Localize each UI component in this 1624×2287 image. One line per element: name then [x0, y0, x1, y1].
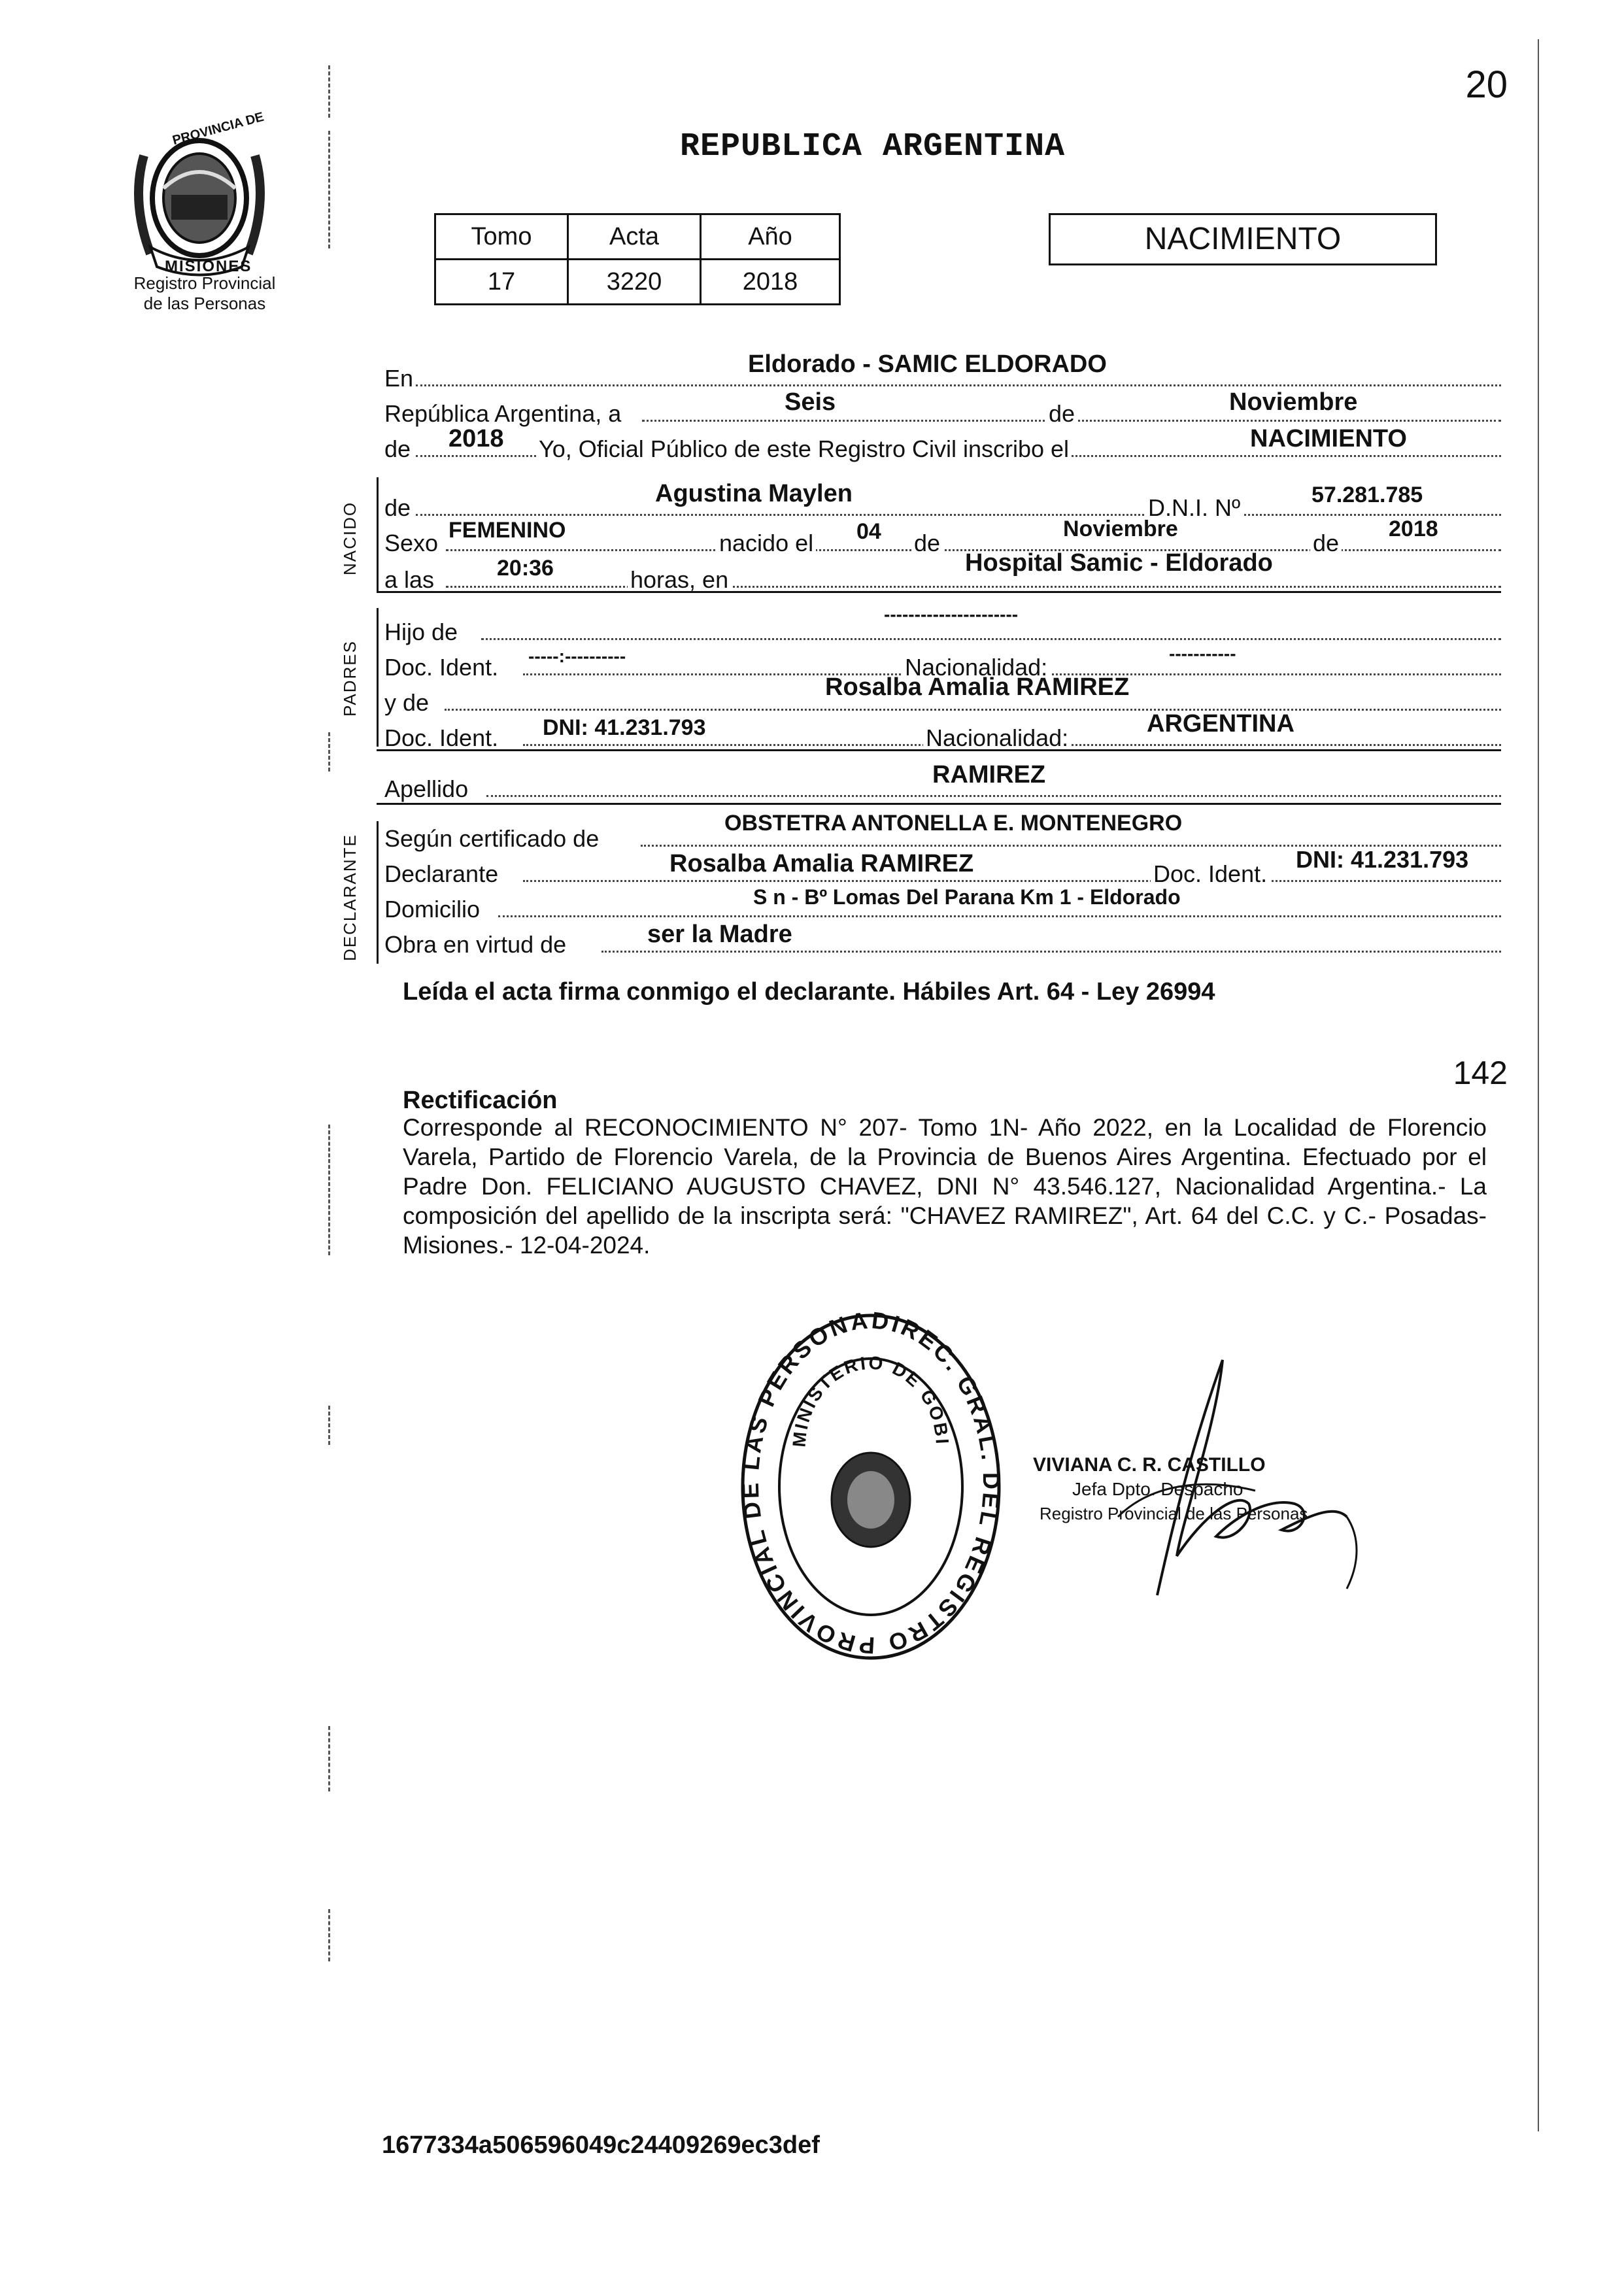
margin-dash [328, 1406, 330, 1445]
margin-dash [328, 732, 330, 771]
right-margin-line [1538, 39, 1539, 2131]
declarante-nombre-value: Rosalba Amalia RAMIREZ [669, 850, 974, 877]
table-cell: 3220 [568, 260, 701, 305]
certificado-label: Según certificado de [384, 825, 600, 852]
padre-doc-value: -----:---------- [528, 646, 626, 666]
nacido-el-label: nacido el [717, 530, 816, 557]
nacido-section-label: NACIDO [340, 501, 360, 575]
dotted-line [486, 792, 1501, 797]
hora-value: 20:36 [497, 556, 554, 581]
dotted-line [416, 511, 1501, 516]
de-label: de [384, 435, 411, 462]
tomo-acta-anio-table [434, 213, 841, 305]
handwritten-signature [1020, 1321, 1386, 1602]
section-bar [377, 608, 379, 747]
nacionalidad-label: Nacionalidad: [902, 654, 1050, 681]
en-label: En [384, 365, 414, 392]
dia-value: Seis [785, 388, 836, 416]
table-header-cell: Año [701, 214, 840, 260]
oficial-text: Yo, Oficial Público de este Registro Civil inscribo el [536, 435, 1072, 463]
tipo-value: NACIMIENTO [1250, 425, 1407, 452]
margin-dash [328, 65, 330, 118]
obra-value: ser la Madre [647, 921, 792, 948]
republica-label: República Argentina, a [384, 400, 622, 427]
section-divider [377, 591, 1501, 593]
anio-value: 2018 [448, 425, 504, 452]
margin-dash [328, 131, 330, 248]
signature-name: VIVIANA C. R. CASTILLO [1033, 1454, 1266, 1476]
declarante-label: Declarante [384, 860, 499, 887]
dotted-line [416, 382, 1501, 386]
page-number: 20 [1465, 63, 1508, 106]
apellido-value: RAMIREZ [932, 761, 1046, 788]
dotted-line [481, 635, 1501, 640]
section-divider [377, 749, 1501, 751]
act-type-box: NACIMIENTO [1049, 213, 1437, 265]
declarante-doc-label: Doc. Ident. [1151, 860, 1270, 888]
table-cell: 17 [435, 260, 568, 305]
nacido-mes-value: Noviembre [1063, 517, 1178, 541]
document-hash: 1677334a506596049c24409269ec3def [382, 2131, 820, 2159]
margin-dash [328, 1125, 330, 1255]
madre-nacionalidad-value: ARGENTINA [1147, 710, 1294, 737]
dotted-line [445, 706, 1501, 711]
a-las-label: a las [384, 566, 435, 593]
logo-caption [116, 273, 293, 314]
stamp-outer-text: DIREC. GRAL. DEL REGISTRO PROVINCIAL DE LAS PERSONA [736, 1306, 1005, 1659]
padres-section-label: PADRES [340, 640, 360, 717]
declarante-section-label: DECLARANTE [340, 834, 360, 961]
stamp-inner-text: MINISTERIO DE GOBI [788, 1352, 953, 1448]
doc-ident-label-2: Doc. Ident. [384, 724, 499, 751]
doc-ident-label: Doc. Ident. [384, 654, 499, 681]
section-bar [377, 821, 379, 964]
nacido-de-label-2: de [911, 530, 943, 557]
signature-office: Registro Provincial de las Personas [1040, 1504, 1308, 1523]
signature-role: Jefa Dpto. Despacho [1072, 1479, 1243, 1499]
nacido-nombre-value: Agustina Maylen [655, 480, 853, 507]
nacido-lugar-value: Hospital Samic - Eldorado [965, 549, 1273, 577]
sexo-label: Sexo [384, 530, 439, 556]
hijo-de-label: Hijo de [384, 618, 458, 645]
table-header-cell: Tomo [435, 214, 568, 260]
domicilio-value: S n - Bº Lomas Del Parana Km 1 - Eldorado [753, 885, 1181, 909]
apellido-label: Apellido [384, 775, 469, 802]
nacionalidad-label-2: Nacionalidad: [923, 724, 1071, 752]
table-cell: 2018 [701, 260, 840, 305]
rectificacion-number: 142 [1453, 1055, 1508, 1091]
section-divider [377, 803, 1501, 805]
official-stamp [734, 1304, 1008, 1670]
logo-arc-text: PROVINCIA DE [171, 109, 266, 148]
dni-value: 57.281.785 [1311, 483, 1423, 507]
table-header-cell: Acta [568, 214, 701, 260]
domicilio-label: Domicilio [384, 896, 481, 923]
table-row [435, 260, 840, 305]
logo-caption-line2: de las Personas [143, 294, 266, 313]
leida-text: Leída el acta firma conmigo el declarante. Hábiles Art. 64 - Ley 26994 [403, 978, 1215, 1006]
margin-dash [328, 1726, 330, 1791]
rectificacion-body: Corresponde al RECONOCIMIENTO N° 207- Tomo 1N- Año 2022, en la Localidad de Florencio Varela, Partido de Florencio Varela, de la Provincia de Buenos Aires Argentina. Efectuado por el Padre Don. FELICIANO AUGUSTO CHAVEZ, DNI N° 43.546.127, Nacionalidad Argentina.- La composición del apellido de la inscripta será: "CHAVEZ RAMIREZ", Art. 64 del C.C. y C.- Posadas- Misiones.- 12-04-2024. [403, 1114, 1487, 1259]
mes-value: Noviembre [1229, 388, 1358, 416]
dotted-line [498, 913, 1501, 917]
nacido-anio-value: 2018 [1389, 517, 1438, 541]
certificado-value: OBSTETRA ANTONELLA E. MONTENEGRO [724, 811, 1183, 836]
nacido-de-label-3: de [1310, 530, 1342, 557]
padre-nacionalidad-value: ----------- [1169, 643, 1236, 664]
nacido-de-label: de [384, 494, 411, 521]
margin-dash [328, 1909, 330, 1961]
madre-doc-value: DNI: 41.231.793 [543, 715, 706, 740]
dotted-line [523, 877, 1501, 882]
sexo-value: FEMENINO [448, 518, 566, 543]
de-label: de [1046, 400, 1077, 428]
logo-ribbon-text: MISIONES [165, 258, 252, 275]
madre-value: Rosalba Amalia RAMIREZ [825, 673, 1130, 701]
dotted-line [446, 583, 1501, 588]
horas-en-label: horas, en [628, 566, 731, 594]
lugar-value: Eldorado - SAMIC ELDORADO [748, 350, 1107, 378]
section-bar [377, 477, 379, 592]
declarante-doc-value: DNI: 41.231.793 [1296, 846, 1469, 873]
rectificacion-title: Rectificación [403, 1087, 558, 1114]
dni-label: D.N.I. Nº [1145, 494, 1243, 522]
document-title: REPUBLICA ARGENTINA [680, 128, 1066, 165]
table-header-row [435, 214, 840, 260]
y-de-label: y de [384, 689, 430, 716]
logo-caption-line1: Registro Provincial [133, 273, 276, 293]
nacido-dia-value: 04 [856, 519, 881, 544]
obra-label: Obra en virtud de [384, 931, 567, 958]
padre-value: ---------------------- [884, 604, 1019, 624]
dotted-line [601, 948, 1501, 953]
